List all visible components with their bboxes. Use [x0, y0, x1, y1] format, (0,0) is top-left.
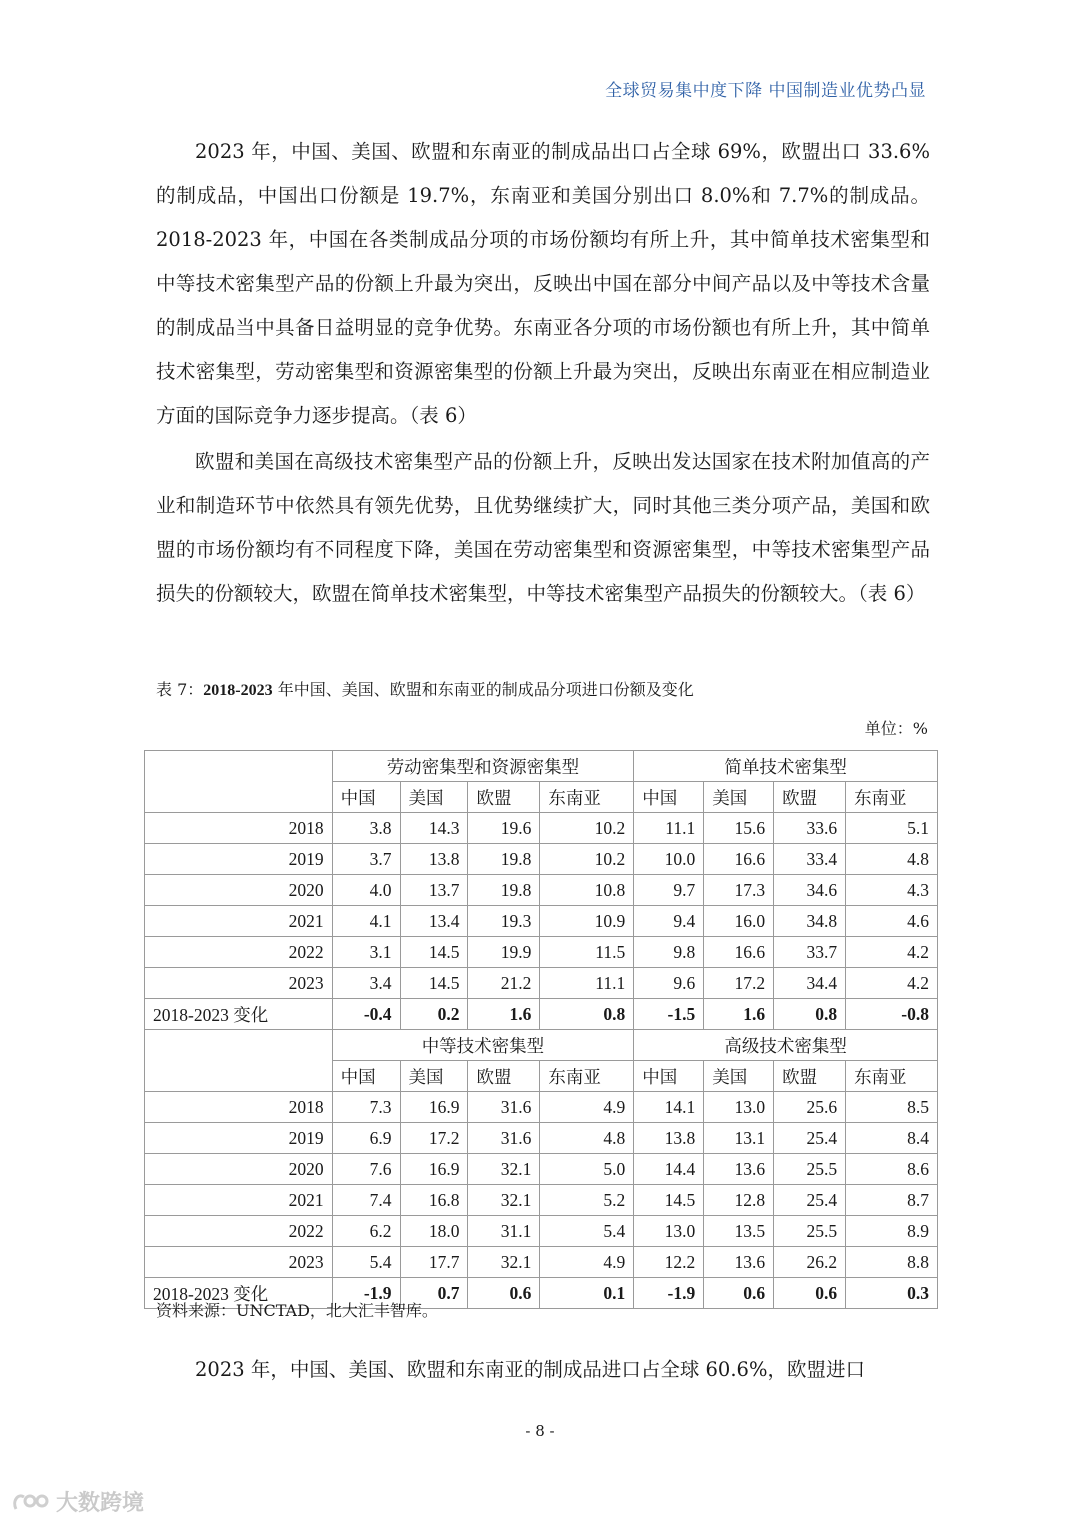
value-cell: 14.1	[634, 1092, 704, 1123]
change-value-cell: 0.8	[540, 999, 634, 1030]
value-cell: 8.7	[846, 1185, 938, 1216]
value-cell: 4.6	[846, 906, 938, 937]
group-header-left: 劳动密集型和资源密集型	[332, 751, 634, 782]
value-cell: 26.2	[774, 1247, 846, 1278]
value-cell: 19.9	[468, 937, 540, 968]
year-cell: 2022	[145, 937, 333, 968]
paragraph-2	[156, 440, 930, 616]
page-number: - 8 -	[525, 1422, 555, 1440]
value-cell: 4.3	[846, 875, 938, 906]
column-header: 东南亚	[540, 782, 634, 813]
value-cell: 16.8	[400, 1185, 468, 1216]
table-source: 资料来源：UNCTAD，北大汇丰智库。	[156, 1301, 438, 1320]
value-cell: 16.6	[704, 937, 774, 968]
value-cell: 13.6	[704, 1154, 774, 1185]
caption-years: 2018-2023	[203, 682, 273, 699]
column-header: 美国	[400, 782, 468, 813]
value-cell: 34.8	[774, 906, 846, 937]
value-cell: 4.2	[846, 937, 938, 968]
group-header-right: 高级技术密集型	[634, 1030, 938, 1061]
group-header-row	[145, 1030, 938, 1061]
table-caption	[156, 677, 694, 700]
value-cell: 13.0	[634, 1216, 704, 1247]
column-header: 欧盟	[468, 782, 540, 813]
change-value-cell: -0.4	[332, 999, 400, 1030]
value-cell: 8.4	[846, 1123, 938, 1154]
value-cell: 19.8	[468, 875, 540, 906]
change-value-cell: 0.7	[400, 1278, 468, 1309]
value-cell: 15.6	[704, 813, 774, 844]
column-header: 美国	[704, 1061, 774, 1092]
value-cell: 32.1	[468, 1185, 540, 1216]
table-row	[145, 1247, 938, 1278]
value-cell: 16.9	[400, 1154, 468, 1185]
change-label-cell: 2018-2023 变化	[145, 1278, 333, 1309]
value-cell: 25.5	[774, 1216, 846, 1247]
column-header: 中国	[634, 782, 704, 813]
value-cell: 14.5	[634, 1185, 704, 1216]
table-row	[145, 813, 938, 844]
change-value-cell: -1.5	[634, 999, 704, 1030]
column-header: 中国	[332, 782, 400, 813]
value-cell: 4.9	[540, 1092, 634, 1123]
value-cell: 5.2	[540, 1185, 634, 1216]
change-label-cell: 2018-2023 变化	[145, 999, 333, 1030]
value-cell: 12.8	[704, 1185, 774, 1216]
value-cell: 3.7	[332, 844, 400, 875]
group-header-row	[145, 751, 938, 782]
value-cell: 31.6	[468, 1123, 540, 1154]
change-value-cell: -1.9	[634, 1278, 704, 1309]
value-cell: 14.3	[400, 813, 468, 844]
value-cell: 4.8	[846, 844, 938, 875]
value-cell: 17.2	[704, 968, 774, 999]
import-share-table	[144, 750, 938, 1309]
table-row	[145, 1154, 938, 1185]
value-cell: 6.2	[332, 1216, 400, 1247]
table-row	[145, 1216, 938, 1247]
year-cell: 2021	[145, 1185, 333, 1216]
running-header: 全球贸易集中度下降 中国制造业优势凸显	[605, 81, 926, 101]
column-header: 东南亚	[846, 1061, 938, 1092]
value-cell: 13.1	[704, 1123, 774, 1154]
column-header: 欧盟	[774, 782, 846, 813]
value-cell: 3.1	[332, 937, 400, 968]
year-cell: 2019	[145, 844, 333, 875]
value-cell: 8.5	[846, 1092, 938, 1123]
year-cell: 2020	[145, 875, 333, 906]
table-row	[145, 906, 938, 937]
caption-prefix: 表 7：	[156, 680, 204, 699]
table-unit: 单位：%	[864, 719, 928, 738]
value-cell: 25.6	[774, 1092, 846, 1123]
value-cell: 17.7	[400, 1247, 468, 1278]
year-cell: 2018	[145, 813, 333, 844]
value-cell: 17.2	[400, 1123, 468, 1154]
value-cell: 8.9	[846, 1216, 938, 1247]
change-value-cell: 0.6	[774, 1278, 846, 1309]
value-cell: 13.4	[400, 906, 468, 937]
value-cell: 21.2	[468, 968, 540, 999]
value-cell: 19.3	[468, 906, 540, 937]
column-header: 美国	[704, 782, 774, 813]
value-cell: 9.4	[634, 906, 704, 937]
caption-title: 年中国、美国、欧盟和东南亚的制成品分项进口份额及变化	[272, 680, 694, 699]
change-value-cell: -1.9	[332, 1278, 400, 1309]
value-cell: 4.9	[540, 1247, 634, 1278]
watermark	[10, 1486, 144, 1517]
value-cell: 14.4	[634, 1154, 704, 1185]
value-cell: 13.5	[704, 1216, 774, 1247]
value-cell: 10.0	[634, 844, 704, 875]
value-cell: 34.4	[774, 968, 846, 999]
change-value-cell: 0.2	[400, 999, 468, 1030]
value-cell: 8.6	[846, 1154, 938, 1185]
value-cell: 3.4	[332, 968, 400, 999]
value-cell: 11.5	[540, 937, 634, 968]
change-value-cell: 0.6	[704, 1278, 774, 1309]
value-cell: 10.2	[540, 813, 634, 844]
value-cell: 16.0	[704, 906, 774, 937]
change-value-cell: 1.6	[704, 999, 774, 1030]
group-header-right: 简单技术密集型	[634, 751, 938, 782]
group-header-left: 中等技术密集型	[332, 1030, 634, 1061]
empty-corner-cell	[145, 751, 333, 813]
value-cell: 8.8	[846, 1247, 938, 1278]
table-row	[145, 1185, 938, 1216]
column-header: 中国	[332, 1061, 400, 1092]
value-cell: 5.0	[540, 1154, 634, 1185]
change-value-cell: 0.3	[846, 1278, 938, 1309]
table-row	[145, 937, 938, 968]
value-cell: 10.2	[540, 844, 634, 875]
year-cell: 2022	[145, 1216, 333, 1247]
value-cell: 4.8	[540, 1123, 634, 1154]
value-cell: 13.0	[704, 1092, 774, 1123]
watermark-text: 大数跨境	[56, 1491, 145, 1516]
value-cell: 7.6	[332, 1154, 400, 1185]
paragraph-text: 欧盟和美国在高级技术密集型产品的份额上升，反映出发达国家在技术附加值高的产业和制造环节中依然具有领先优势，且优势继续扩大，同时其他三类分项产品，美国和欧盟的市场份额均有不同程度下降，美国在劳动密集型和资源密集型，中等技术密集型产品损失的份额较大，欧盟在简单技术密集型，中等技术密集型产品损失的份额较大。（表 6）	[156, 450, 930, 605]
value-cell: 18.0	[400, 1216, 468, 1247]
value-cell: 14.5	[400, 968, 468, 999]
value-cell: 16.9	[400, 1092, 468, 1123]
value-cell: 10.9	[540, 906, 634, 937]
column-header: 中国	[634, 1061, 704, 1092]
paragraph-3	[156, 1348, 930, 1392]
value-cell: 4.1	[332, 906, 400, 937]
value-cell: 13.6	[704, 1247, 774, 1278]
paragraph-text: 2023 年，中国、美国、欧盟和东南亚的制成品进口占全球 60.6%，欧盟进口	[195, 1358, 865, 1381]
watermark-logo-icon	[10, 1489, 50, 1515]
change-value-cell: 1.6	[468, 999, 540, 1030]
value-cell: 7.3	[332, 1092, 400, 1123]
value-cell: 33.6	[774, 813, 846, 844]
value-cell: 13.7	[400, 875, 468, 906]
value-cell: 33.7	[774, 937, 846, 968]
column-header: 欧盟	[774, 1061, 846, 1092]
value-cell: 13.8	[400, 844, 468, 875]
value-cell: 19.8	[468, 844, 540, 875]
table-row	[145, 844, 938, 875]
value-cell: 5.4	[332, 1247, 400, 1278]
table-row	[145, 875, 938, 906]
change-value-cell: 0.1	[540, 1278, 634, 1309]
value-cell: 14.5	[400, 937, 468, 968]
value-cell: 17.3	[704, 875, 774, 906]
value-cell: 10.8	[540, 875, 634, 906]
value-cell: 9.6	[634, 968, 704, 999]
value-cell: 19.6	[468, 813, 540, 844]
value-cell: 4.2	[846, 968, 938, 999]
value-cell: 11.1	[634, 813, 704, 844]
value-cell: 13.8	[634, 1123, 704, 1154]
value-cell: 25.4	[774, 1185, 846, 1216]
value-cell: 4.0	[332, 875, 400, 906]
value-cell: 25.4	[774, 1123, 846, 1154]
column-header: 美国	[400, 1061, 468, 1092]
column-header: 欧盟	[468, 1061, 540, 1092]
value-cell: 6.9	[332, 1123, 400, 1154]
column-header: 东南亚	[540, 1061, 634, 1092]
paragraph-text: 2023 年，中国、美国、欧盟和东南亚的制成品出口占全球 69%，欧盟出口 33.6%的制成品，中国出口份额是 19.7%，东南亚和美国分别出口 8.0%和 7.7%的制成品。2018-2023 年，中国在各类制成品分项的市场份额均有所上升，其中简单技术密集型和中等技术密集型产品的份额上升最为突出，反映出中国在部分中间产品以及中等技术含量的制成品当中具备日益明显的竞争优势。东南亚各分项的市场份额也有所上升，其中简单技术密集型，劳动密集型和资源密集型的份额上升最为突出，反映出东南亚在相应制造业方面的国际竞争力逐步提高。（表 6）	[156, 140, 930, 427]
table-row	[145, 1123, 938, 1154]
value-cell: 25.5	[774, 1154, 846, 1185]
value-cell: 5.4	[540, 1216, 634, 1247]
change-row	[145, 999, 938, 1030]
table-row	[145, 968, 938, 999]
value-cell: 32.1	[468, 1247, 540, 1278]
value-cell: 16.6	[704, 844, 774, 875]
year-cell: 2021	[145, 906, 333, 937]
value-cell: 9.7	[634, 875, 704, 906]
year-cell: 2020	[145, 1154, 333, 1185]
value-cell: 3.8	[332, 813, 400, 844]
change-value-cell: 0.8	[774, 999, 846, 1030]
year-cell: 2019	[145, 1123, 333, 1154]
table-row	[145, 1092, 938, 1123]
change-value-cell: -0.8	[846, 999, 938, 1030]
value-cell: 31.6	[468, 1092, 540, 1123]
year-cell: 2018	[145, 1092, 333, 1123]
value-cell: 9.8	[634, 937, 704, 968]
change-value-cell: 0.6	[468, 1278, 540, 1309]
empty-corner-cell	[145, 1030, 333, 1092]
paragraph-1	[156, 130, 930, 438]
year-cell: 2023	[145, 968, 333, 999]
value-cell: 33.4	[774, 844, 846, 875]
year-cell: 2023	[145, 1247, 333, 1278]
value-cell: 31.1	[468, 1216, 540, 1247]
value-cell: 12.2	[634, 1247, 704, 1278]
value-cell: 32.1	[468, 1154, 540, 1185]
value-cell: 34.6	[774, 875, 846, 906]
value-cell: 5.1	[846, 813, 938, 844]
value-cell: 7.4	[332, 1185, 400, 1216]
value-cell: 11.1	[540, 968, 634, 999]
column-header: 东南亚	[846, 782, 938, 813]
